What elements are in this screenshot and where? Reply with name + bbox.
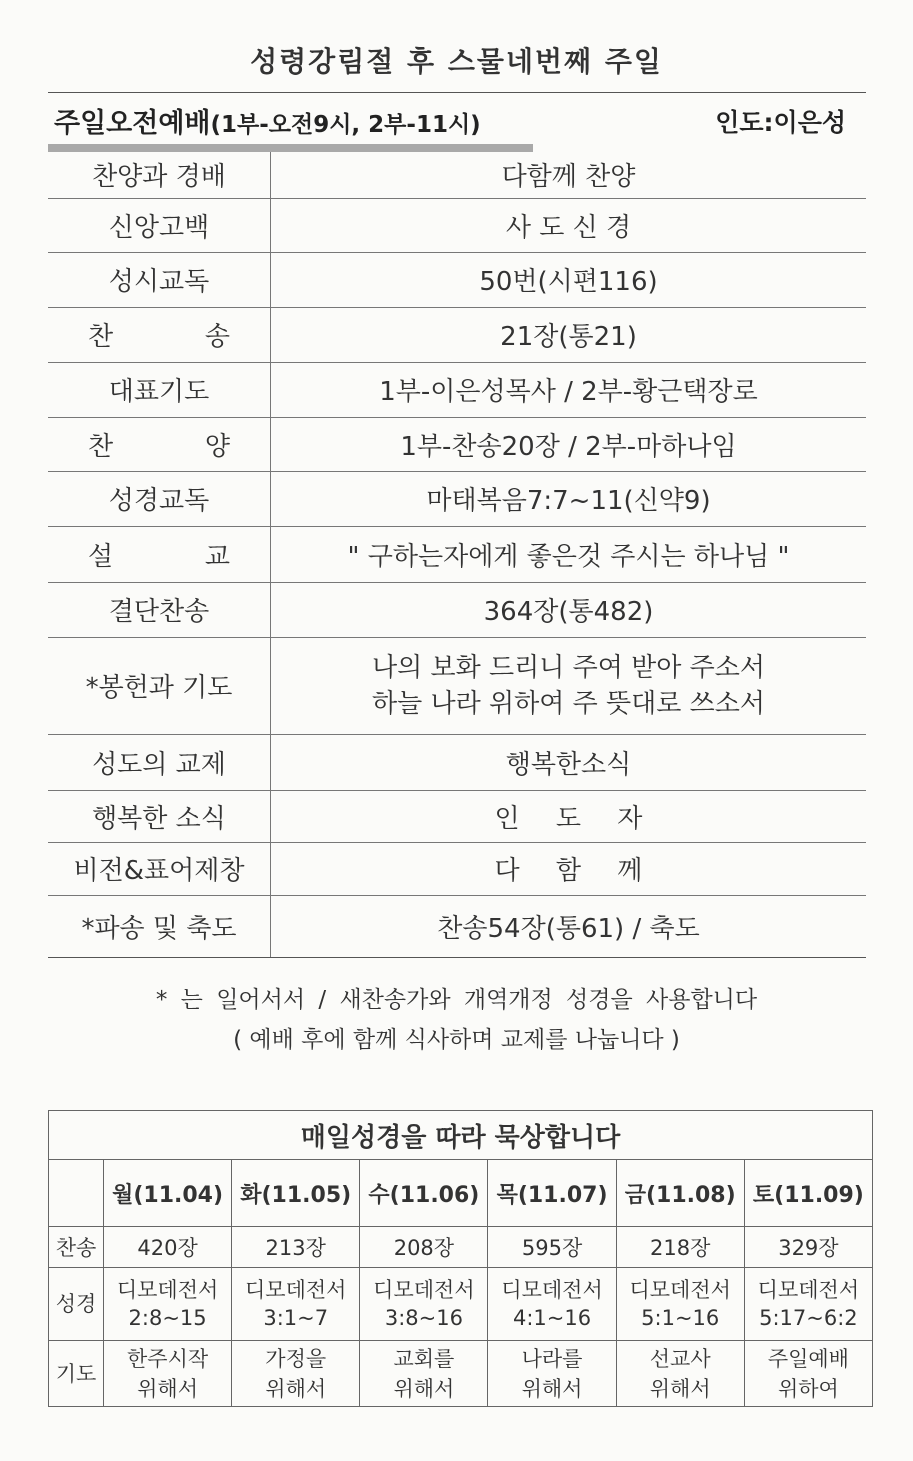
order-row [48, 307, 866, 362]
service-times: (1부-오전9시, 2부-11시) [210, 112, 481, 138]
scripture-row [49, 1268, 873, 1341]
order-value: 마태복음7:7~11(신약9) [271, 471, 867, 526]
offering-hymn [271, 637, 867, 734]
hymn-cell: 208장 [360, 1227, 488, 1268]
corner-cell [49, 1160, 104, 1227]
scripture-book: 디모데전서 [116, 1278, 219, 1302]
order-label [48, 417, 271, 471]
order-value: 사 도 신 경 [271, 198, 867, 252]
order-label: 찬양과 경배 [48, 152, 271, 198]
days-row [49, 1160, 873, 1227]
order-label: 성시교독 [48, 252, 271, 307]
order-value: 1부-찬송20장 / 2부-마하나임 [271, 417, 867, 471]
order-row [48, 152, 866, 198]
hymn-row-label: 찬송 [49, 1227, 104, 1268]
day-header: 토(11.09) [744, 1160, 872, 1227]
prayer-cell [232, 1341, 360, 1407]
prayer-suffix: 위해서 [521, 1376, 583, 1401]
service-title-text: 주일오전예배 [54, 108, 211, 139]
order-value: 1부-이은성목사 / 2부-황근택장로 [271, 362, 867, 417]
scripture-row-label: 성경 [49, 1268, 104, 1341]
order-label-char-2: 교 [204, 541, 230, 572]
scripture-cell [360, 1268, 488, 1341]
prayer-suffix: 위해서 [649, 1376, 711, 1401]
order-label-char-1: 설 [88, 541, 114, 572]
scripture-range: 5:17~6:2 [759, 1306, 858, 1330]
prayer-suffix: 위하여 [777, 1376, 839, 1401]
order-label [48, 526, 271, 582]
order-value: 행복한소식 [271, 734, 867, 790]
order-label: 행복한 소식 [48, 790, 271, 842]
order-value: 찬송54장(통61) / 축도 [271, 895, 867, 957]
hymn-cell: 213장 [232, 1227, 360, 1268]
order-value: 인 도 자 [271, 790, 867, 842]
prayer-topic: 주일예배 [767, 1346, 849, 1371]
order-row [48, 252, 866, 307]
order-row [48, 734, 866, 790]
order-label-char-1: 찬 [88, 431, 114, 462]
scripture-book: 디모데전서 [757, 1278, 860, 1302]
header-underline-bar [48, 144, 533, 152]
order-label: *봉헌과 기도 [48, 637, 271, 734]
hymn-cell: 329장 [744, 1227, 872, 1268]
prayer-topic: 한주시작 [127, 1346, 209, 1371]
scripture-range: 2:8~15 [128, 1306, 207, 1330]
service-header [48, 92, 866, 143]
order-row [48, 526, 866, 582]
order-label [48, 307, 271, 362]
order-row [48, 362, 866, 417]
prayer-cell [360, 1341, 488, 1407]
service-leader: 인도:이은성 [715, 108, 846, 137]
sermon-title: " 구하는자에게 좋은것 주시는 하나님 " [271, 526, 867, 582]
day-header: 수(11.06) [360, 1160, 488, 1227]
notes-line-1: * 는 일어서서 / 새찬송가와 개역개정 성경을 사용합니다 [155, 987, 758, 1013]
order-row [48, 637, 866, 734]
scripture-range: 5:1~16 [641, 1306, 720, 1330]
hymn-cell: 420장 [104, 1227, 232, 1268]
order-value: 21장(통21) [271, 307, 867, 362]
scripture-range: 3:8~16 [384, 1306, 463, 1330]
order-label: 대표기도 [48, 362, 271, 417]
daily-bible-table [48, 1110, 873, 1407]
scripture-range: 4:1~16 [512, 1306, 592, 1330]
order-label: 비전&표어제창 [48, 842, 271, 895]
prayer-topic: 선교사 [649, 1346, 711, 1371]
order-row [48, 582, 866, 637]
order-label-char-2: 양 [204, 431, 230, 462]
order-label-char-2: 송 [204, 322, 230, 352]
scripture-cell [488, 1268, 616, 1341]
scripture-cell [104, 1268, 232, 1341]
prayer-suffix: 위해서 [265, 1376, 327, 1401]
offering-hymn-line-1: 나의 보화 드리니 주여 받아 주소서 [372, 652, 765, 683]
order-row [48, 471, 866, 526]
order-row [48, 842, 866, 895]
scripture-cell [616, 1268, 744, 1341]
scripture-range: 3:1~7 [263, 1306, 329, 1330]
order-value: 50번(시편116) [271, 252, 867, 307]
prayer-cell [744, 1341, 872, 1407]
prayer-topic: 가정을 [265, 1346, 327, 1371]
prayer-cell [616, 1341, 744, 1407]
prayer-suffix: 위해서 [137, 1376, 198, 1401]
page-title: 성령강림절 후 스물네번째 주일 [250, 45, 663, 78]
order-label: 신앙고백 [48, 198, 271, 252]
hymn-cell: 218장 [616, 1227, 744, 1268]
order-row [48, 198, 866, 252]
order-of-worship-table [48, 152, 866, 958]
hymn-row [49, 1227, 873, 1268]
prayer-row [49, 1341, 873, 1407]
scripture-book: 디모데전서 [501, 1278, 603, 1302]
scripture-book: 디모데전서 [245, 1278, 347, 1302]
order-label: 성경교독 [48, 471, 271, 526]
notes [0, 980, 913, 1060]
scripture-cell [744, 1268, 872, 1341]
service-title [54, 101, 481, 140]
order-label-spread [48, 536, 270, 573]
order-row [48, 790, 866, 842]
order-value: 다함께 찬양 [271, 152, 867, 198]
scripture-cell [232, 1268, 360, 1341]
order-label: *파송 및 축도 [48, 895, 271, 957]
scripture-book: 디모데전서 [629, 1278, 731, 1302]
order-value: 다 함 께 [271, 842, 867, 895]
order-label: 성도의 교제 [48, 734, 271, 790]
day-header: 목(11.07) [488, 1160, 616, 1227]
order-row [48, 895, 866, 957]
order-label: 결단찬송 [48, 582, 271, 637]
order-label-spread [48, 426, 270, 463]
prayer-suffix: 위해서 [393, 1376, 455, 1401]
offering-hymn-line-2: 하늘 나라 위하여 주 뜻대로 쓰소서 [372, 688, 765, 719]
scripture-book: 디모데전서 [373, 1278, 475, 1302]
daily-bible-title: 매일성경을 따라 묵상합니다 [49, 1111, 873, 1160]
order-row [48, 417, 866, 471]
order-label-char-1: 찬 [88, 322, 114, 352]
hymn-cell: 595장 [488, 1227, 616, 1268]
prayer-row-label: 기도 [49, 1341, 104, 1407]
order-label-spread [48, 316, 270, 353]
prayer-cell [488, 1341, 616, 1407]
order-value: 364장(통482) [271, 582, 867, 637]
day-header: 화(11.05) [232, 1160, 360, 1227]
day-header: 금(11.08) [616, 1160, 744, 1227]
day-header: 월(11.04) [104, 1160, 232, 1227]
notes-line-2: ( 예배 후에 함께 식사하며 교제를 나눕니다 ) [233, 1027, 680, 1053]
prayer-topic: 나라를 [521, 1346, 583, 1371]
prayer-topic: 교회를 [393, 1346, 455, 1371]
prayer-cell [104, 1341, 232, 1407]
